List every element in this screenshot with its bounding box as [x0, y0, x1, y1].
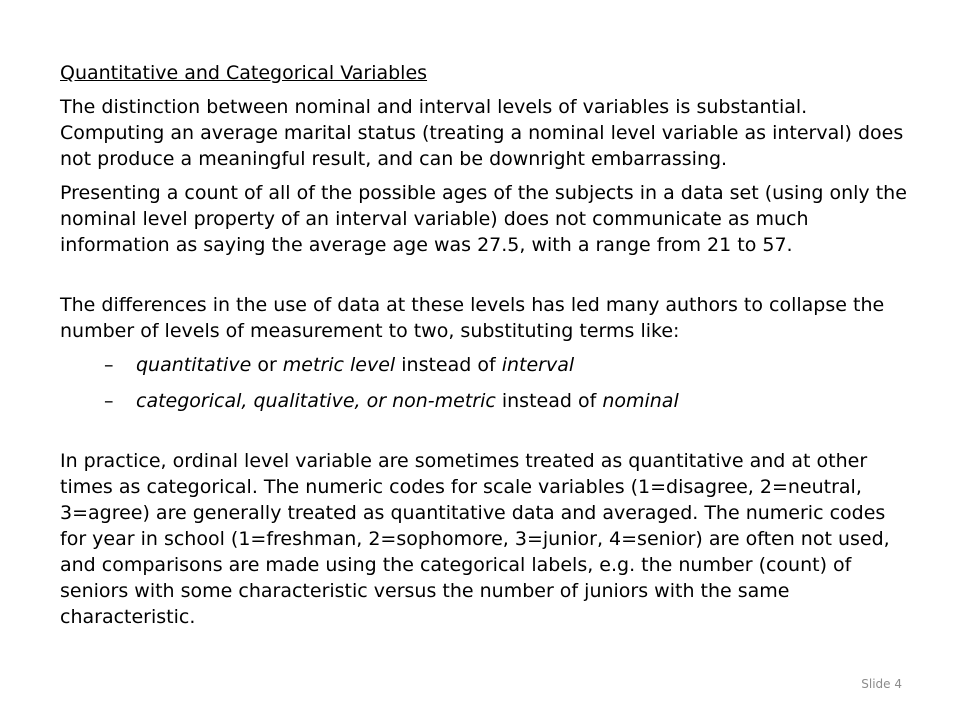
- connector-text: instead of: [395, 354, 502, 376]
- term-interval: interval: [501, 354, 575, 376]
- term-nominal: nominal: [602, 390, 679, 412]
- terms-list: [60, 352, 910, 414]
- connector-text: or: [251, 354, 283, 376]
- paragraph-ages-count: Presenting a count of all of the possible ages of the subjects in a data set (using only the nominal level property of an interval variable) does not communicate as much information as saying the average age was 27.5, with a range from 21 to 57.: [60, 182, 907, 256]
- slide-number: Slide 4: [861, 677, 902, 691]
- list-item-quantitative: [60, 352, 910, 378]
- dash-bullet: –: [104, 390, 114, 412]
- slide-title: Quantitative and Categorical Variables: [60, 62, 428, 84]
- paragraph-differences: The differences in the use of data at these levels has led many authors to collapse the number of levels of measurement to two, substituting terms like:: [60, 294, 885, 342]
- term-categorical: categorical, qualitative, or non-metric: [136, 390, 496, 412]
- connector-text: instead of: [495, 390, 603, 412]
- term-quantitative: quantitative: [136, 354, 252, 376]
- term-metric-level: metric level: [282, 354, 396, 376]
- paragraph-distinction: The distinction between nominal and interval levels of variables is substantial. Computing an average marital status (treating a nominal level variable as interval) does not produce a meaningful result, and can be downright embarrassing.: [60, 96, 904, 170]
- slide-content: [60, 60, 910, 638]
- dash-bullet: –: [104, 354, 114, 376]
- list-item-categorical: [60, 388, 910, 414]
- paragraph-ordinal-practice: In practice, ordinal level variable are sometimes treated as quantitative and at other times as categorical. The numeric codes for scale variables (1=disagree, 2=neutral, 3=agree) are generally treated as quantitative data and averaged. The numeric codes for year in school (1=freshman, 2=sophomore, 3=junior, 4=senior) are often not used, and comparisons are made using the categorical labels, e.g. the number (count) of seniors with some characteristic versus the number of juniors with the same characteristic.: [60, 450, 890, 628]
